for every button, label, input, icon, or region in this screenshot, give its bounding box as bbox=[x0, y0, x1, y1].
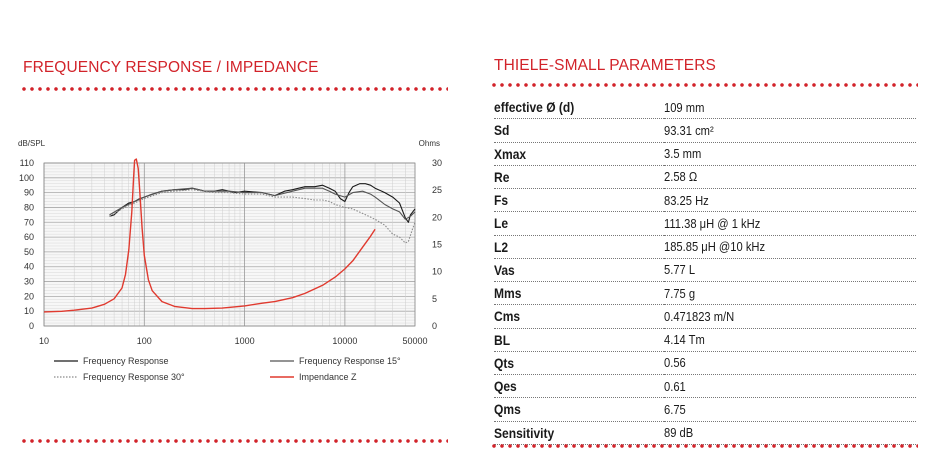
frequency-impedance-chart bbox=[0, 130, 460, 400]
ts-row bbox=[494, 165, 916, 188]
ts-row bbox=[494, 305, 916, 328]
y2-tick-label: 5 bbox=[432, 293, 438, 304]
y2-tick-label: 20 bbox=[432, 212, 443, 223]
ts-param-name: Re bbox=[494, 165, 640, 188]
ts-row bbox=[494, 96, 916, 119]
x-tick-label: 50000 bbox=[402, 336, 428, 346]
plot-background bbox=[44, 163, 415, 326]
ts-row bbox=[494, 258, 916, 281]
y-tick-label: 30 bbox=[23, 276, 34, 287]
bottom-dotted-divider-right bbox=[490, 443, 918, 449]
ts-row bbox=[494, 328, 916, 351]
y-tick-label: 80 bbox=[23, 202, 34, 213]
legend-label: Frequency Response bbox=[83, 356, 169, 366]
x-tick-label: 100 bbox=[136, 336, 152, 346]
ts-param-name: Sensitivity bbox=[494, 421, 640, 444]
ts-param-value: 3.5 mm bbox=[664, 142, 881, 165]
ts-row bbox=[494, 398, 916, 421]
bottom-dotted-divider-left bbox=[20, 438, 448, 444]
ts-param-value: 0.471823 m/N bbox=[664, 305, 881, 328]
y2-tick-label: 15 bbox=[432, 239, 443, 250]
x-tick-label: 10000 bbox=[332, 336, 358, 346]
ts-param-value: 89 dB bbox=[664, 421, 881, 444]
x-tick-label: 10 bbox=[38, 336, 50, 346]
ts-parameters-table bbox=[494, 96, 916, 445]
ts-row bbox=[494, 351, 916, 374]
ts-param-value: 109 mm bbox=[664, 96, 881, 119]
ts-param-value: 4.14 Tm bbox=[664, 328, 881, 351]
frequency-section-title: FREQUENCY RESPONSE / IMPEDANCE bbox=[23, 59, 319, 76]
y-tick-label: 50 bbox=[23, 246, 34, 257]
ts-title-dotted-divider bbox=[490, 82, 918, 88]
y-tick-label: 40 bbox=[23, 261, 34, 272]
y-tick-label: 10 bbox=[23, 306, 34, 317]
y-tick-label: 70 bbox=[23, 217, 34, 228]
x-tick-label: 1000 bbox=[234, 336, 255, 346]
ts-param-name: Fs bbox=[494, 189, 640, 212]
y-tick-label: 20 bbox=[23, 291, 34, 302]
ts-param-name: Cms bbox=[494, 305, 640, 328]
ts-row bbox=[494, 212, 916, 235]
y-tick-label: 110 bbox=[19, 158, 34, 168]
ts-param-name: Le bbox=[494, 212, 640, 235]
ts-param-name: Qms bbox=[494, 398, 640, 421]
ts-param-value: 185.85 μH @10 kHz bbox=[664, 235, 881, 258]
ts-param-value: 0.61 bbox=[664, 375, 881, 398]
ts-row bbox=[494, 119, 916, 142]
ts-param-name: Sd bbox=[494, 119, 640, 142]
y-tick-label: 90 bbox=[23, 187, 34, 198]
ts-param-value: 0.56 bbox=[664, 351, 881, 374]
y2-tick-label: 0 bbox=[432, 321, 438, 331]
ts-row bbox=[494, 282, 916, 305]
ts-row bbox=[494, 421, 916, 444]
ts-param-name: Qes bbox=[494, 375, 640, 398]
ts-param-name: effective Ø (d) bbox=[494, 96, 640, 119]
y2-tick-label: 30 bbox=[432, 158, 443, 168]
ts-row bbox=[494, 375, 916, 398]
ts-param-value: 6.75 bbox=[664, 398, 881, 421]
chart-grid bbox=[44, 163, 415, 326]
ts-section-title: THIELE-SMALL PARAMETERS bbox=[494, 57, 716, 74]
ts-param-name: Mms bbox=[494, 282, 640, 305]
y2-tick-label: 25 bbox=[432, 185, 443, 196]
y2-axis-label: Ohms bbox=[418, 139, 440, 148]
ts-param-value: 83.25 Hz bbox=[664, 189, 881, 212]
ts-param-name: Qts bbox=[494, 351, 640, 374]
y-tick-label: 100 bbox=[18, 172, 34, 183]
ts-param-value: 2.58 Ω bbox=[664, 165, 881, 188]
y-tick-label: 0 bbox=[28, 321, 34, 331]
legend-label: Impendance Z bbox=[299, 372, 357, 382]
ts-param-value: 7.75 g bbox=[664, 282, 881, 305]
ts-param-value: 5.77 L bbox=[664, 258, 881, 281]
ts-row bbox=[494, 235, 916, 258]
y-tick-label: 60 bbox=[23, 232, 34, 243]
ts-row bbox=[494, 189, 916, 212]
ts-param-name: BL bbox=[494, 328, 640, 351]
ts-param-name: Vas bbox=[494, 258, 640, 281]
y-axis-label: dB/SPL bbox=[18, 139, 46, 148]
ts-param-name: Xmax bbox=[494, 142, 640, 165]
chart-legend bbox=[54, 356, 401, 382]
ts-row bbox=[494, 142, 916, 165]
ts-param-name: L2 bbox=[494, 235, 640, 258]
frequency-title-dotted-divider bbox=[20, 86, 448, 92]
legend-label: Frequency Response 15° bbox=[299, 356, 401, 366]
legend-label: Frequency Response 30° bbox=[83, 372, 185, 382]
ts-param-value: 111.38 μH @ 1 kHz bbox=[664, 212, 881, 235]
y2-tick-label: 10 bbox=[432, 266, 443, 277]
ts-param-value: 93.31 cm² bbox=[664, 119, 881, 142]
